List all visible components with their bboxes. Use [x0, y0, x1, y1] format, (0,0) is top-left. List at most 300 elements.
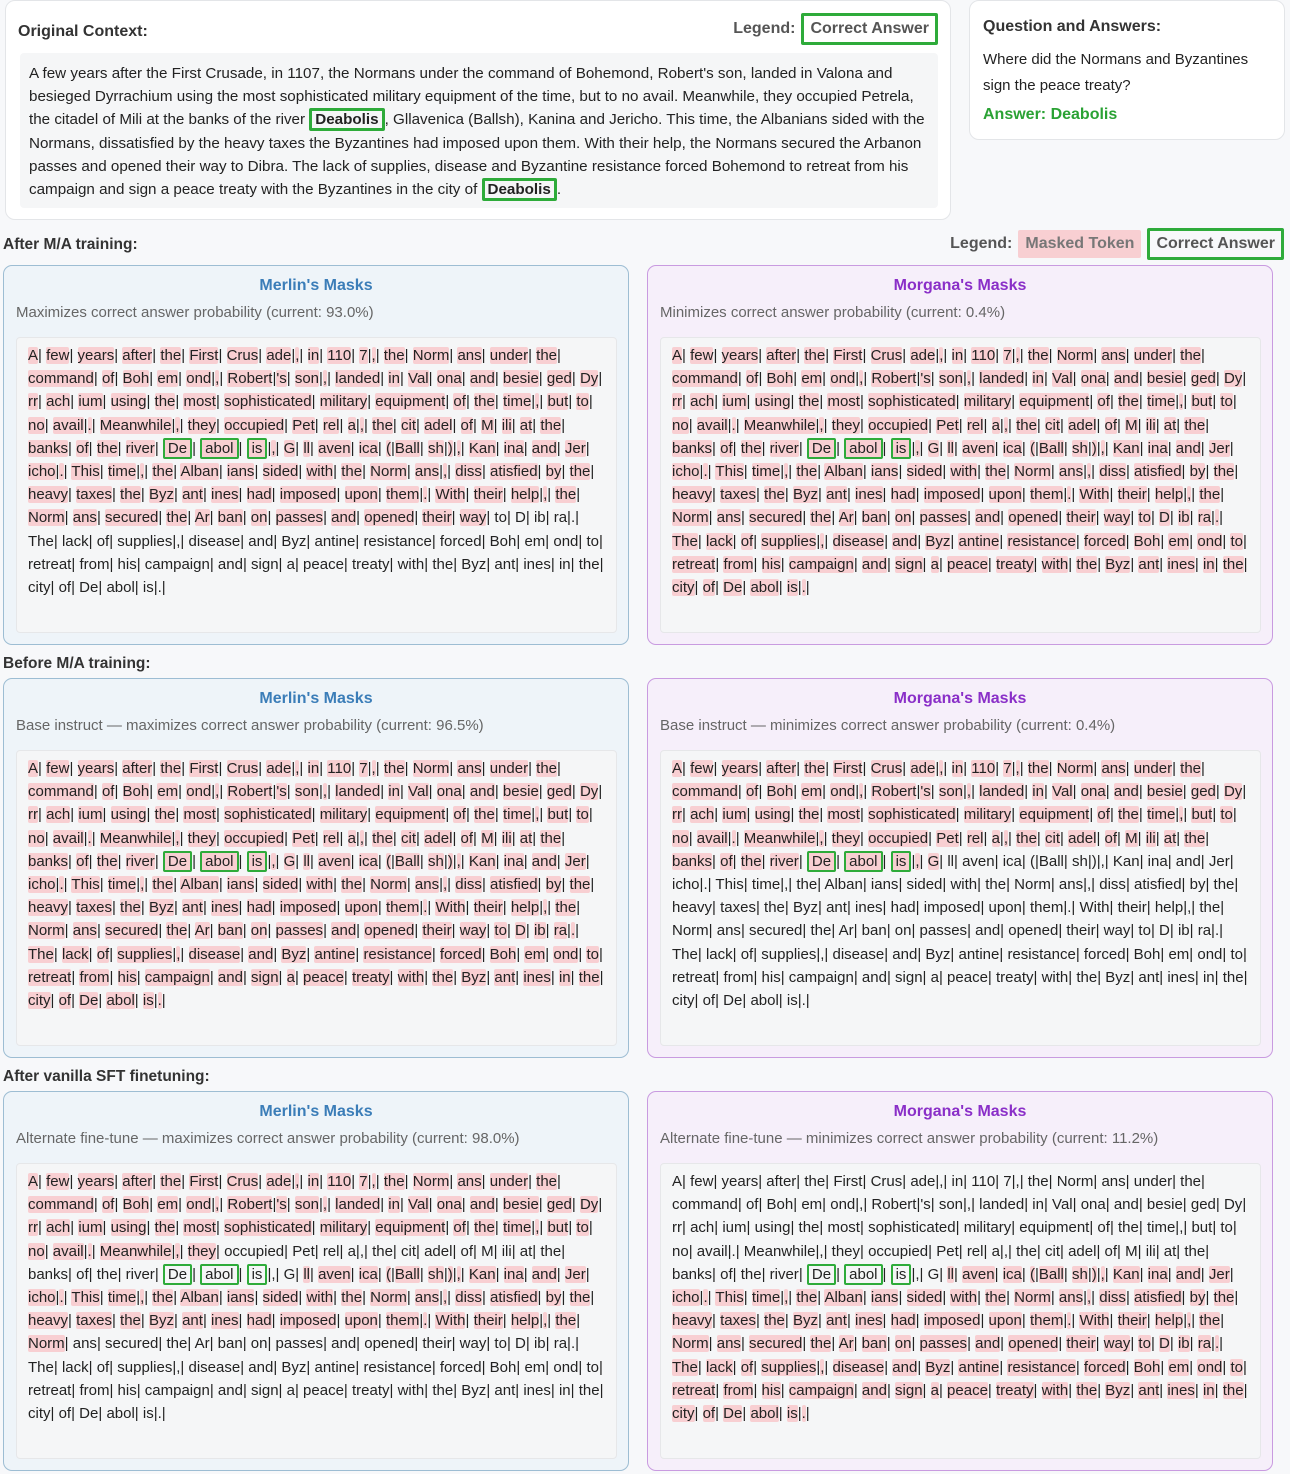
masked-token: taxes: [76, 486, 112, 504]
masked-token: Norm: [1056, 760, 1094, 777]
masked-token: ,: [859, 783, 864, 801]
masked-token: after: [766, 347, 797, 364]
masked-token: the: [555, 899, 577, 917]
masked-token: taxes: [76, 899, 112, 917]
masked-token: A: [672, 347, 683, 364]
masked-token: ,: [215, 1196, 220, 1214]
masked-token: ina: [503, 1265, 524, 1283]
token: landed: [979, 1196, 1025, 1214]
masked-token: ans: [716, 1335, 741, 1353]
masked-token: campaign: [788, 1381, 854, 1399]
token: Jer: [1208, 852, 1230, 870]
masked-token: the: [1199, 1312, 1221, 1330]
masked-token: ach: [690, 393, 715, 411]
masked-token: ,: [140, 1289, 145, 1307]
token: opened: [364, 1335, 415, 1353]
token: Kan: [1112, 852, 1140, 870]
masked-token: First: [833, 347, 863, 364]
token: ond: [553, 1358, 579, 1376]
masked-token: Crus: [870, 760, 903, 777]
masked-token: sh: [427, 439, 444, 457]
token: time: [1146, 1219, 1176, 1237]
masked-token: ade: [266, 760, 292, 777]
token: ines: [1167, 968, 1195, 986]
masked-token: Boh: [122, 783, 150, 801]
masked-token: Alban: [180, 463, 219, 481]
token: abol: [750, 992, 779, 1010]
masked-token: .: [801, 1405, 806, 1423]
masked-token: banks: [28, 852, 69, 870]
masked-token: This: [715, 1289, 744, 1307]
token: to: [1230, 945, 1243, 963]
masked-token: ,: [215, 783, 220, 801]
masked-token: on: [894, 1335, 912, 1353]
answer-token: is: [891, 1264, 912, 1285]
token: disease: [188, 532, 241, 550]
masked-token: supplies: [761, 1358, 817, 1376]
token: abol: [106, 1405, 135, 1423]
masked-token: avail: [52, 416, 84, 434]
masked-token: Jer: [1208, 439, 1230, 457]
masked-token: but: [1191, 393, 1213, 411]
token: their: [1066, 922, 1096, 940]
token: peace: [303, 555, 344, 573]
masked-token: (: [385, 852, 391, 870]
masked-token: after: [122, 760, 153, 777]
masked-token: With: [435, 486, 466, 504]
token: The: [28, 1358, 54, 1376]
masked-token: sided: [906, 463, 943, 481]
masked-token: imposed: [279, 1312, 337, 1330]
masked-token: ond: [1197, 1358, 1223, 1376]
token: .: [731, 1242, 736, 1260]
masked-token: and: [469, 1196, 495, 1214]
masked-token: sided: [262, 463, 299, 481]
token: Byz: [792, 899, 818, 917]
token: abol: [106, 579, 135, 597]
masked-token: in: [1202, 555, 1215, 573]
merlin-description: Maximizes correct answer probability (current: 93.0%): [16, 304, 374, 321]
masked-token: of: [453, 393, 466, 411]
token: G: [927, 1265, 940, 1283]
masked-token: they: [831, 416, 861, 434]
masked-token: Kan: [1112, 1265, 1140, 1283]
masked-token: besie: [1146, 783, 1183, 801]
masked-token: resistance: [1007, 1358, 1076, 1376]
masked-token: ,: [820, 1358, 825, 1376]
masked-token: G: [927, 852, 940, 870]
masked-token: military: [319, 806, 368, 824]
masked-token: the: [764, 1312, 785, 1330]
masked-token: heavy: [28, 899, 69, 917]
masked-token: the: [569, 876, 591, 894]
masked-token: campaign: [144, 968, 210, 986]
masked-token: Pet: [292, 829, 315, 847]
masked-token: .: [703, 463, 708, 481]
masked-token: ,: [1187, 1312, 1192, 1330]
masked-token: the: [804, 347, 826, 364]
masked-token: M: [481, 829, 494, 847]
masked-token: the: [540, 829, 562, 847]
token: a: [347, 1242, 356, 1260]
masked-token: command: [672, 370, 738, 388]
masked-token: Crus: [870, 347, 903, 364]
masked-token: abol: [106, 992, 135, 1010]
masked-token: ,: [784, 463, 789, 481]
token: D: [1159, 922, 1170, 940]
token: is: [786, 992, 798, 1010]
token: occupied: [868, 1242, 929, 1260]
masked-token: time: [107, 876, 137, 894]
masked-token: to: [1138, 509, 1151, 527]
token: ,: [1187, 899, 1192, 917]
masked-token: with: [306, 463, 334, 481]
masked-token: ,: [271, 852, 276, 870]
masked-token: military: [319, 1219, 368, 1237]
masked-token: Ball: [1038, 439, 1064, 457]
masked-token: using: [110, 393, 147, 411]
masked-token: military: [963, 806, 1012, 824]
token: ond: [553, 532, 579, 550]
token: ant: [826, 899, 847, 917]
masked-token: ond: [186, 370, 212, 388]
token: of: [745, 1196, 759, 1214]
token: ade: [910, 1173, 936, 1190]
token: lack: [61, 1358, 89, 1376]
masked-token: disease: [832, 532, 885, 550]
masked-token: on: [250, 922, 268, 940]
token: lack: [61, 532, 89, 550]
token: way: [459, 1335, 487, 1353]
masked-token: their: [422, 922, 452, 940]
masked-token: in: [1202, 1381, 1215, 1399]
masked-token: the: [1027, 760, 1049, 777]
masked-token: had: [246, 1312, 272, 1330]
masked-token: Norm: [1014, 463, 1051, 481]
token: a: [286, 1381, 295, 1399]
masked-token: besie: [502, 370, 539, 388]
token: .: [157, 579, 162, 597]
masked-token: ): [447, 852, 453, 870]
masked-token: Crus: [226, 347, 259, 364]
masked-token: but: [1191, 806, 1213, 824]
masked-token: forced: [1083, 1358, 1126, 1376]
masked-token: few: [690, 347, 714, 364]
token-text: A| few| years| after| the| First| Crus| ade|,| in| 110| 7|,| the| Norm| ans| under| the| command| of| Boh| em| ond|,| Robert|'s| son|,| landed| in| Val| ona| and| besie| ged| Dy| rr| ach| ium| using| the| most| sophisticated| military| equipment| of| the| time|,| but| to| no| avail|.| Meanwhile|,| they| occupied| Pet| rel| a|,| the| cit| adel| of| M| ili| at| the| banks| of| the| river| De | abol | is |,| G| ll| aven| ica| (|Ball| sh|)|,| Kan| ina| and| Jer| icho|.| This| time|,| the| Alban| ians| sided| with| the| Norm| ans|,| diss| atisfied| by| the| heavy| taxes| the| Byz| ant| ines| had| imposed| upon| them|.| With| their| help|,| the| Norm| ans| secured| the| Ar| ban| on| passes| and| opened| their| way| to| D| ib| ra|.| The| lack| of| supplies|,| disease| and| Byz| antine| resistance| forced| Boh| em| ond| to| retreat| from| his| campaign| and| sign| a| peace| treaty| with| the| Byz| ant| ines| in| the| city| of| De| abol| is|.|: [660, 1163, 1261, 1459]
masked-token: Byz: [925, 1358, 951, 1376]
masked-token: em: [1168, 1358, 1190, 1376]
masked-token: time: [1146, 393, 1176, 411]
masked-token: ban: [861, 1335, 887, 1353]
masked-token: ium: [722, 393, 747, 411]
masked-token: of: [702, 579, 716, 597]
masked-token: imposed: [279, 486, 337, 504]
masked-token: and: [331, 922, 357, 940]
masked-token: most: [827, 806, 860, 824]
masked-token: in: [388, 370, 400, 388]
morgana-panel-after-ma: [647, 265, 1273, 645]
masked-token: adel: [1068, 416, 1097, 434]
masked-token: with: [1041, 1381, 1069, 1399]
masked-token: no: [28, 416, 45, 434]
masked-token: adel: [1068, 829, 1097, 847]
answer-token: abol: [200, 851, 238, 872]
token: .: [1067, 899, 1072, 917]
token: retreat: [28, 1381, 72, 1399]
masked-token: Ball: [1038, 1265, 1064, 1283]
masked-token: ans: [716, 509, 741, 527]
masked-token: to: [1230, 532, 1243, 550]
token: with: [1041, 968, 1069, 986]
token: ,: [939, 1173, 944, 1190]
masked-token: ,: [322, 370, 328, 388]
masked-token: icho: [672, 463, 700, 481]
masked-token: ll: [303, 852, 311, 870]
token: the: [764, 899, 785, 917]
masked-token: of: [745, 370, 759, 388]
masked-token: landed: [979, 783, 1025, 801]
masked-token: Val: [408, 370, 429, 388]
masked-token: imposed: [923, 486, 981, 504]
token: Dy: [1223, 1196, 1243, 1214]
masked-token: De: [723, 1405, 743, 1423]
token: and: [861, 968, 887, 986]
token: retreat: [28, 555, 72, 573]
token: ona: [1080, 1196, 1106, 1214]
masked-token: city: [28, 992, 51, 1010]
masked-token: peace: [303, 968, 344, 986]
masked-token: the: [536, 760, 558, 777]
masked-token: Byz: [148, 899, 174, 917]
answer-token: is: [891, 438, 912, 459]
token: antine: [958, 945, 1000, 963]
masked-token: Ar: [194, 509, 210, 527]
answer-token: De: [807, 851, 836, 872]
token: of: [720, 1265, 733, 1283]
masked-token: the: [372, 416, 393, 434]
token: atisfied: [1134, 876, 1182, 894]
token: help: [1154, 899, 1184, 917]
masked-token: the: [1213, 463, 1235, 481]
masked-token: ,: [371, 347, 376, 364]
token: First: [833, 1173, 863, 1190]
masked-token: by: [1189, 1289, 1206, 1307]
masked-token: help: [510, 486, 540, 504]
masked-token: a: [991, 416, 1000, 434]
masked-token: retreat: [28, 968, 72, 986]
masked-token: son: [294, 1196, 319, 1214]
masked-token: using: [754, 393, 791, 411]
masked-token: command: [28, 1196, 94, 1214]
masked-token: ,: [295, 760, 300, 777]
masked-token: Jer: [564, 439, 586, 457]
masked-token: antine: [314, 945, 356, 963]
masked-token: of: [702, 1405, 716, 1423]
masked-token: Norm: [370, 463, 407, 481]
token: in: [1202, 968, 1215, 986]
masked-token: and: [248, 945, 274, 963]
masked-token: ica: [358, 439, 378, 457]
masked-token: help: [1154, 1312, 1184, 1330]
masked-token: the: [474, 393, 495, 411]
token: adel: [424, 1242, 453, 1260]
token: supplies: [117, 532, 173, 550]
token: at: [1163, 1242, 1177, 1260]
masked-token: em: [157, 370, 179, 388]
masked-token: ade: [266, 1173, 292, 1190]
masked-token: the: [810, 509, 832, 527]
token: the: [798, 1219, 820, 1237]
masked-token: their: [473, 486, 503, 504]
masked-token: in: [951, 760, 964, 777]
morgana-title: Morgana's Masks: [893, 277, 1027, 294]
masked-token: Ar: [838, 509, 854, 527]
masked-token: Norm: [412, 760, 450, 777]
masked-token: .: [59, 876, 64, 894]
token: disease: [832, 945, 885, 963]
masked-token: Norm: [1014, 1289, 1051, 1307]
token: years: [721, 1173, 759, 1190]
masked-token: they: [187, 416, 217, 434]
masked-token: D: [1159, 509, 1170, 527]
masked-token: atisfied: [1134, 463, 1182, 481]
context-text-segment: , Gllavenica (Ballsh), Kanina and Jericho. This time, the Albanians sided with the Normans, dissatisfied by the heavy taxes the Byzantines had imposed upon them. With their help, the Normans secured the Arbanon passes and opened their way to Dibra. The lack of supplies, disease and Byzantine resistance forced Bohemond to retreat from his campaign and sign a peace treaty with the Byzantines in the city of: [29, 111, 925, 199]
masked-token: First: [189, 347, 219, 364]
token: sophisticated: [868, 1219, 956, 1237]
masked-token: the: [154, 1219, 176, 1237]
masked-token: but: [547, 393, 569, 411]
masked-token: Val: [1052, 370, 1073, 388]
masked-token: .: [423, 899, 428, 917]
masked-token: ): [447, 439, 453, 457]
masked-token: .: [423, 1312, 428, 1330]
masked-token: ians: [870, 1289, 899, 1307]
masked-token: the: [1213, 1289, 1235, 1307]
masked-token: them: [385, 1312, 420, 1330]
masked-token: Val: [1052, 783, 1073, 801]
correct-answer-highlight: Deabolis: [309, 108, 384, 131]
masked-token: they: [831, 829, 861, 847]
masked-token: retreat: [672, 555, 716, 573]
token: resistance: [363, 532, 432, 550]
token: opened: [1008, 922, 1059, 940]
masked-token: military: [319, 393, 368, 411]
token: the: [1016, 1242, 1037, 1260]
token: the: [1180, 1173, 1202, 1190]
masked-token: cit: [401, 829, 416, 847]
token: Alban: [824, 876, 863, 894]
masked-token: city: [672, 579, 695, 597]
masked-token: to: [576, 1219, 589, 1237]
token: De: [723, 992, 743, 1010]
token: after: [766, 1173, 797, 1190]
masked-token: the: [796, 463, 818, 481]
token: ban: [217, 1335, 243, 1353]
token: ant: [1138, 968, 1160, 986]
token: the: [810, 922, 832, 940]
masked-token: Ball: [394, 1265, 420, 1283]
masked-token: equipment: [375, 1219, 446, 1237]
masked-token: the: [569, 463, 591, 481]
token: The: [672, 945, 698, 963]
masked-token: in: [388, 783, 400, 801]
masked-token: diss: [455, 1289, 482, 1307]
masked-token: ll: [303, 439, 311, 457]
token: campaign: [144, 555, 210, 573]
answer-token: abol: [844, 438, 882, 459]
token: of: [1104, 1242, 1118, 1260]
masked-token: of: [745, 783, 759, 801]
token: his: [117, 555, 137, 573]
masked-token: ond: [186, 783, 212, 801]
token: ,: [784, 876, 789, 894]
masked-token: and: [1175, 439, 1201, 457]
masked-token: ,: [915, 439, 920, 457]
masked-token: ,: [371, 760, 376, 777]
masked-token: This: [71, 463, 100, 481]
masked-token: the: [810, 1335, 832, 1353]
token: ines: [523, 555, 551, 573]
masked-token: and: [892, 1358, 918, 1376]
masked-token: with: [950, 463, 978, 481]
masked-token: ade: [910, 760, 936, 777]
question-answers-card: [969, 0, 1285, 140]
masked-token: ,: [535, 393, 540, 411]
merlin-title: Merlin's Masks: [259, 1103, 373, 1120]
token: sh: [1071, 852, 1088, 870]
masked-token: to: [494, 922, 507, 940]
masked-token: ged: [1190, 783, 1216, 801]
masked-token: ,: [543, 1312, 548, 1330]
token: supplies: [117, 1358, 173, 1376]
masked-token: rel: [322, 416, 340, 434]
masked-token: diss: [1099, 1289, 1126, 1307]
masked-token: 's: [276, 783, 287, 801]
masked-token: .: [59, 463, 64, 481]
masked-token: and: [861, 1381, 887, 1399]
masked-token: the: [798, 393, 820, 411]
masked-token: ond: [1197, 532, 1223, 550]
token: Norm: [1014, 876, 1051, 894]
masked-token: .: [570, 922, 576, 940]
masked-token: the: [555, 486, 577, 504]
token: Pet: [292, 1242, 315, 1260]
masked-token: the: [160, 347, 182, 364]
token: of: [96, 1358, 110, 1376]
token: the: [1213, 876, 1235, 894]
masked-token: treaty: [996, 1381, 1034, 1399]
masked-token: the: [764, 486, 785, 504]
masked-token: ib: [1177, 509, 1190, 527]
masked-token: they: [187, 829, 217, 847]
masked-token: ant: [494, 968, 516, 986]
token: sign: [895, 968, 923, 986]
masked-token: occupied: [224, 416, 285, 434]
masked-token: ica: [1002, 439, 1022, 457]
masked-token: command: [672, 783, 738, 801]
masked-token: equipment: [375, 806, 446, 824]
masked-token: son: [938, 370, 963, 388]
token: forced: [439, 1358, 482, 1376]
masked-token: Pet: [936, 829, 959, 847]
masked-token: ll: [303, 1265, 311, 1283]
masked-token: ica: [358, 1265, 378, 1283]
masked-token: the: [383, 760, 405, 777]
masked-token: 7: [1003, 347, 1012, 364]
masked-token: no: [28, 829, 45, 847]
legend-masks: [950, 228, 1284, 260]
token: Byz: [281, 532, 307, 550]
